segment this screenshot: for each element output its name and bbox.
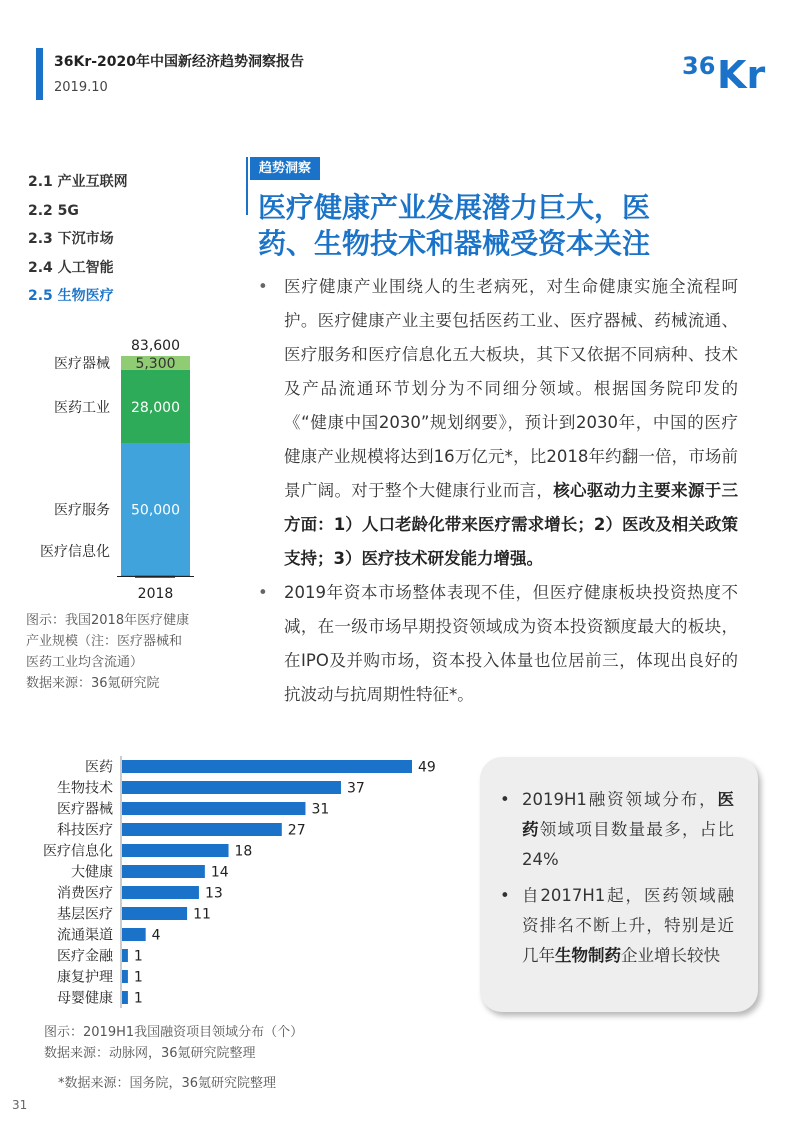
- hbar-2: [122, 802, 305, 815]
- callout-item-1: [500, 785, 734, 875]
- industry-scale-chart: [20, 330, 250, 610]
- hbar-value-2: 31: [311, 801, 330, 818]
- hbar-value-3: 27: [287, 822, 306, 839]
- tag-accent-line: [246, 157, 248, 215]
- hbar-8: [122, 928, 146, 941]
- stack-total-label: 83,600: [131, 338, 180, 354]
- chart-2-caption: [44, 1022, 303, 1064]
- body-paragraph-2-text: 2019年资本市场整体表现不佳，但医疗健康板块投资热度不减，在一级市场早期投资领域成为资本投资额度最大的板块，在IPO及并购市场，资本投入体量也位居前三，体现出良好的抗波动与抗周期性特征*。: [284, 583, 738, 704]
- hbar-category-7: 基层医疗: [57, 906, 113, 923]
- hbar-9: [122, 949, 128, 962]
- chart-1-caption-line-2: 产业规模（注：医疗器械和: [26, 634, 183, 649]
- callout-item-1-text-c: 领域项目数量最多，占比24%: [522, 820, 735, 869]
- segment-label-1: 医疗服务: [54, 502, 110, 519]
- hbar-value-9: 1: [133, 948, 143, 965]
- chart-2-source: 数据来源：动脉网，36氪研究院整理: [44, 1046, 256, 1061]
- hbar-value-0: 49: [418, 759, 436, 776]
- hbar-category-10: 康复护理: [57, 969, 113, 986]
- hbar-10: [122, 970, 128, 983]
- hbar-category-4: 医疗信息化: [43, 843, 113, 860]
- chart-1-source: 数据来源：36氪研究院: [26, 676, 160, 691]
- callout-item-2-text-c: 企业增长较快: [621, 946, 720, 965]
- svg-text:Kr: Kr: [717, 53, 766, 92]
- headline-line-1: 医疗健康产业发展潜力巨大，医: [258, 191, 651, 224]
- stack-category-label: 2018: [137, 586, 174, 602]
- financing-distribution-chart: [20, 752, 460, 1014]
- chart-2-caption-line-1: 图示：2019H1我国融资项目领域分布（个）: [44, 1025, 304, 1040]
- hbar-11: [122, 991, 128, 1004]
- hbar-7: [122, 907, 187, 920]
- report-date: 2019.10: [54, 80, 108, 95]
- hbar-category-2: 医疗器械: [57, 801, 113, 818]
- segment-label-2: 医药工业: [54, 399, 110, 416]
- hbar-value-5: 14: [210, 864, 229, 881]
- body-paragraph-1: [258, 270, 738, 576]
- callout-item-2-text-a: 自2017H1起，医药领域融资排名不断上升，特别是近几年: [522, 886, 734, 965]
- hbar-category-3: 科技医疗: [57, 822, 113, 839]
- hbar-value-8: 4: [151, 927, 161, 944]
- hbar-category-6: 消费医疗: [57, 885, 113, 902]
- headline: [258, 190, 778, 262]
- hbar-category-1: 生物技术: [57, 780, 113, 797]
- hbar-4: [122, 844, 229, 857]
- hbar-3: [122, 823, 282, 836]
- hbar-value-10: 1: [133, 969, 143, 986]
- page-number: 31: [12, 1098, 28, 1112]
- hbar-category-9: 医疗金融: [57, 948, 113, 965]
- chart-1-caption: [26, 610, 236, 694]
- headline-line-2: 药、生物技术和器械受资本关注: [258, 227, 651, 260]
- segment-label-3: 医疗器械: [54, 355, 110, 372]
- segment-value-1: 50,000: [131, 502, 180, 519]
- callout-item-2-emphasis: 生物制药: [555, 946, 621, 965]
- svg-text:36: 36: [682, 52, 716, 80]
- segment-value-2: 28,000: [131, 399, 180, 416]
- segment-value-3: 5,300: [135, 355, 176, 372]
- header-accent-bar: [36, 48, 43, 100]
- toc-item-biomedical[interactable]: 2.5 生物医疗: [28, 288, 114, 304]
- toc-item-lower-tier-market[interactable]: 2.3 下沉市场: [28, 231, 114, 247]
- trend-tag: 趋势洞察: [250, 157, 320, 180]
- body-paragraph-1-emphasis: 核心驱动力主要来源于三方面：1）人口老龄化带来医疗需求增长；2）医改及相关政策支持；3）医疗技术研发能力增强。: [284, 481, 739, 568]
- logo-36kr: [680, 40, 770, 92]
- hbar-category-5: 大健康: [71, 864, 113, 881]
- callout-item-1-emphasis: 医药: [522, 790, 734, 839]
- hbar-value-1: 37: [346, 780, 365, 797]
- callout-item-1-text-a: 2019H1融资领域分布，: [522, 790, 718, 809]
- body-paragraph-1-text: 医疗健康产业围绕人的生老病死，对生命健康实施全流程呵护。医疗健康产业主要包括医药工业、医疗器械、药械流通、医疗服务和医疗信息化五大板块，其下又依据不同病种、技术及产品流通环节划分为不同细分领域。根据国务院印发的《“健康中国2030”规划纲要》，预计到2030年，中国的医疗健康产业规模将达到16万亿元*，比2018年约翻一倍，市场前景广阔。对于整个大健康行业而言，: [284, 277, 738, 500]
- toc-item-industrial-internet[interactable]: 2.1 产业互联网: [28, 174, 128, 190]
- hbar-value-11: 1: [133, 990, 143, 1007]
- segment-label-0: 医疗信息化: [40, 544, 110, 560]
- hbar-6: [122, 886, 199, 899]
- body-paragraph-2: [258, 576, 738, 712]
- hbar-1: [122, 781, 341, 794]
- hbar-category-8: 流通渠道: [57, 927, 113, 944]
- hbar-5: [122, 865, 205, 878]
- insight-callout: [480, 757, 758, 1012]
- hbar-value-7: 11: [193, 906, 211, 923]
- toc-item-5g[interactable]: 2.2 5G: [28, 202, 79, 219]
- hbar-0: [122, 760, 412, 773]
- hbar-value-4: 18: [234, 843, 253, 860]
- report-title: 36Kr-2020年中国新经济趋势洞察报告: [54, 54, 305, 70]
- section-nav: [28, 168, 128, 311]
- hbar-category-11: 母婴健康: [57, 990, 113, 1007]
- hbar-category-0: 医药: [85, 759, 113, 776]
- chart-1-caption-line-3: 医药工业均含流通）: [26, 655, 144, 670]
- callout-item-2: [500, 881, 734, 971]
- hbar-value-6: 13: [204, 885, 223, 902]
- body-text: [258, 270, 738, 712]
- footnote: *数据来源：国务院，36氪研究院整理: [58, 1076, 277, 1091]
- toc-item-ai[interactable]: 2.4 人工智能: [28, 259, 114, 276]
- chart-1-caption-line-1: 图示：我国2018年医疗健康: [26, 613, 190, 628]
